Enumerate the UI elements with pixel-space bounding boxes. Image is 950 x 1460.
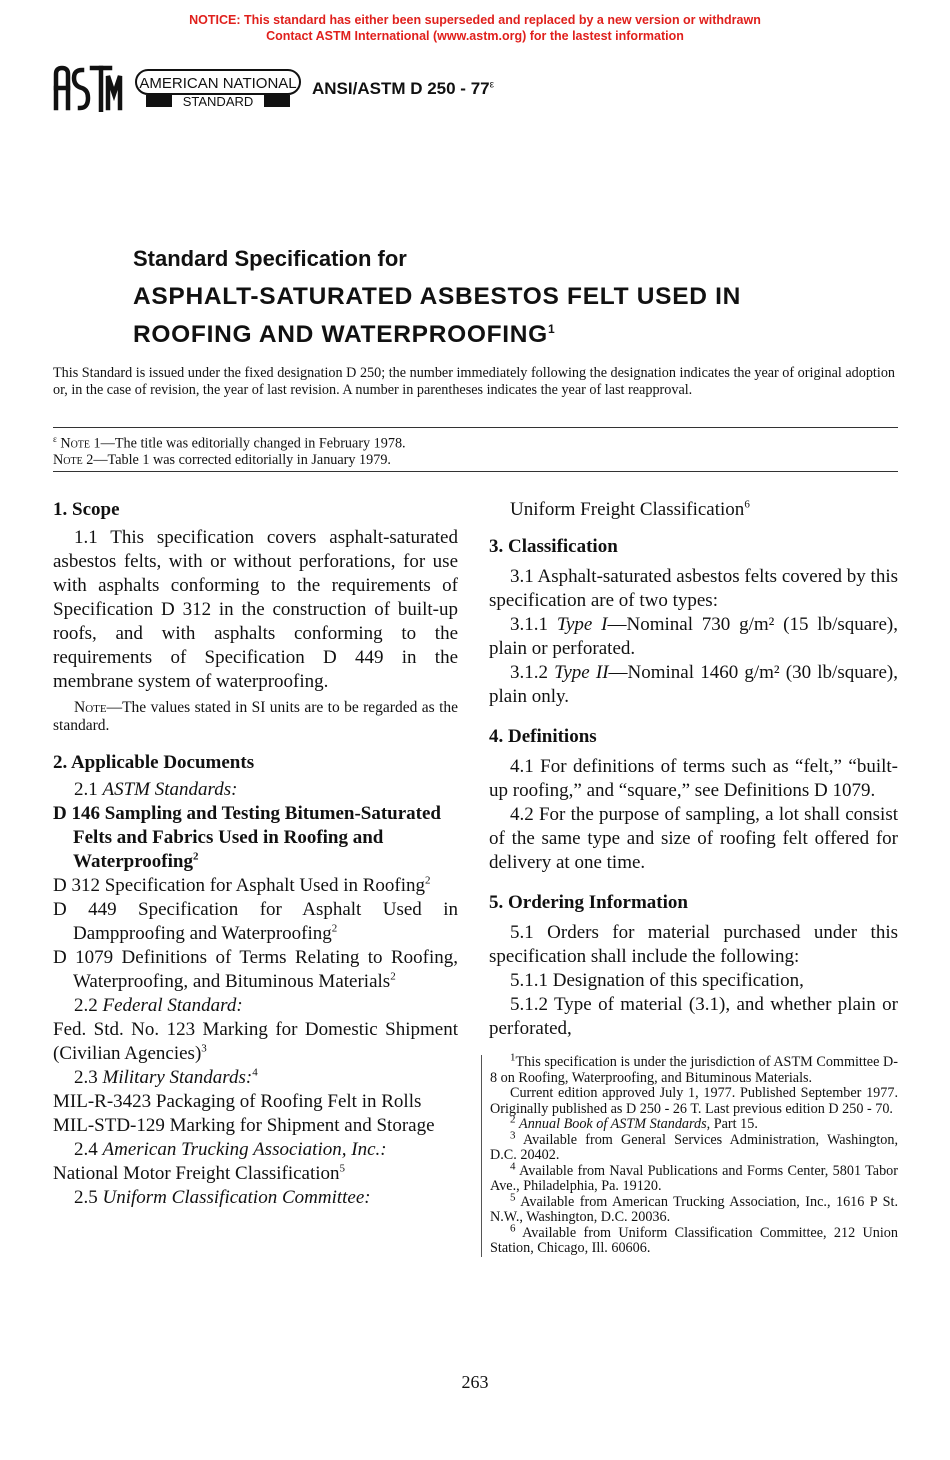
footnote-2-mark: 2 xyxy=(510,1113,516,1126)
ref-ufc-text: Uniform Freight Classification xyxy=(510,499,745,520)
title-line-2-text: ROOFING AND WATERPROOFING xyxy=(133,321,548,349)
designation-mark: ε xyxy=(489,79,495,91)
badge-top-text: AMERICAN NATIONAL xyxy=(139,75,297,92)
class-3-1-1-num: 3.1.1 xyxy=(510,614,548,635)
note-2-label: Note 2 xyxy=(53,452,94,469)
right-column xyxy=(489,495,898,1257)
footnote-5-text: Available from American Trucking Association, Inc., 1616 P St. N.W., Washington, D.C. 20036. xyxy=(490,1193,899,1225)
editorial-notes xyxy=(53,431,406,469)
ref-d312 xyxy=(53,874,458,898)
footnote-6-mark: 6 xyxy=(510,1221,516,1234)
footnote-4-mark: 4 xyxy=(510,1159,516,1172)
ref-nmfc xyxy=(53,1162,458,1186)
footnote-4 xyxy=(490,1159,899,1195)
footnote-5 xyxy=(490,1190,899,1226)
left-column xyxy=(53,495,458,1210)
docs-2-2-label: Federal Standard: xyxy=(102,995,243,1016)
note-2-text: —Table 1 was corrected editorially in January 1979. xyxy=(93,452,391,469)
title-line-1: ASPHALT-SATURATED ASBESTOS FELT USED IN xyxy=(133,283,742,310)
class-3-1: 3.1 Asphalt-saturated asbestos felts covered by this specification are of two types: xyxy=(489,566,898,611)
class-3-1-1-text: —Nominal 730 g/m² (15 lb/square), plain or perforated. xyxy=(489,614,899,659)
footnotes xyxy=(481,1051,899,1257)
docs-2-4 xyxy=(53,1138,458,1162)
withdrawn-notice xyxy=(0,12,950,44)
docs-2-4-label: American Trucking Association, Inc.: xyxy=(102,1139,387,1160)
scope-note-text: —The values stated in SI units are to be regarded as the standard. xyxy=(53,699,458,734)
ref-d1079-text: D 1079 Definitions of Terms Relating to Roofing, Waterproofing, and Bituminous Materials xyxy=(53,947,458,992)
footnote-3 xyxy=(490,1128,898,1164)
ref-nmfc-sup: 5 xyxy=(339,1162,346,1175)
ref-d312-text: D 312 Specification for Asphalt Used in Roofing xyxy=(53,875,426,896)
ref-d449-text: D 449 Specification for Asphalt Used in Dampproofing and Waterproofing xyxy=(53,899,458,944)
document-title xyxy=(133,280,741,351)
editorial-note-2 xyxy=(53,452,406,469)
scope-note xyxy=(53,699,458,735)
docs-2-1-label: ASTM Standards: xyxy=(102,779,238,800)
divider-bottom xyxy=(53,471,898,472)
definitions-heading: 4. Definitions xyxy=(489,726,597,747)
class-3-1-2 xyxy=(489,661,898,709)
ref-fed-std-text: Fed. Std. No. 123 Marking for Domestic Shipment (Civilian Agencies) xyxy=(53,1019,458,1064)
docs-2-2-num: 2.2 xyxy=(74,995,98,1016)
footnote-6 xyxy=(490,1221,898,1257)
docs-2-3-num: 2.3 xyxy=(74,1067,98,1088)
title-line-2 xyxy=(133,313,741,351)
docs-2-1 xyxy=(53,778,458,802)
class-3-1-1 xyxy=(489,613,898,661)
order-5-1-2: 5.1.2 Type of material (3.1), and whether plain or perforated, xyxy=(489,994,898,1039)
note-1-text: —The title was editorially changed in February 1978. xyxy=(100,435,406,452)
footnote-1 xyxy=(490,1051,898,1086)
scope-note-label: Note xyxy=(74,699,107,716)
footnote-3-text: Available from General Services Administration, Washington, D.C. 20402. xyxy=(490,1131,898,1163)
class-3-1-2-type: Type II xyxy=(554,662,609,683)
ref-d1079-sup: 2 xyxy=(390,970,396,983)
american-national-standard-badge xyxy=(134,68,302,110)
ref-d146-text: D 146 Sampling and Testing Bitumen-Saturated Felts and Fabrics Used in Roofing and Waterproofing xyxy=(53,803,441,872)
notice-line-1: NOTICE: This standard has either been superseded and replaced by a new version or withdrawn xyxy=(189,13,761,27)
page-number: 263 xyxy=(461,1372,489,1392)
divider-top xyxy=(53,427,898,428)
ref-ufc-sup: 6 xyxy=(744,498,750,511)
astm-logo-icon xyxy=(52,64,124,112)
issued-note: This Standard is issued under the fixed designation D 250; the number immediately following the designation indicates the year of original adoption or, in the case of revision, the year of last revision. A number in parentheses indicates the year of last reapproval. xyxy=(53,365,896,398)
footnote-6-text: Available from Uniform Classification Committee, 212 Union Station, Chicago, Ill. 60606. xyxy=(490,1224,898,1256)
footnote-1-text: This specification is under the jurisdiction of ASTM Committee D-8 on Roofing, Waterproofing, and Bituminous Materials. xyxy=(490,1054,898,1086)
footnote-3-mark: 3 xyxy=(510,1128,516,1141)
ref-fed-std xyxy=(53,1018,458,1066)
scope-heading: 1. Scope xyxy=(53,499,120,520)
docs-2-1-num: 2.1 xyxy=(74,779,98,800)
ref-nmfc-text: National Motor Freight Classification xyxy=(53,1163,340,1184)
docs-2-5-num: 2.5 xyxy=(74,1187,98,1208)
docs-2-3 xyxy=(53,1066,458,1090)
editorial-mark: ε xyxy=(53,434,57,444)
designation-text: ANSI/ASTM D 250 - 77 xyxy=(312,79,490,98)
ref-d312-sup: 2 xyxy=(425,874,431,887)
docs-heading: 2. Applicable Documents xyxy=(53,752,255,773)
footnote-1-mark: 1 xyxy=(510,1051,516,1064)
ref-d449 xyxy=(53,898,458,946)
ref-mil-129: MIL-STD-129 Marking for Shipment and Storage xyxy=(53,1115,435,1136)
order-5-1: 5.1 Orders for material purchased under this specification shall include the following: xyxy=(489,922,898,967)
ordering-heading: 5. Ordering Information xyxy=(489,892,688,913)
editorial-note-1 xyxy=(53,431,406,452)
scope-1-1: 1.1 This specification covers asphalt-saturated asbestos felts, with or without perforations, for use with asphalts conforming to the requirements of Specification D 312 in the construction of built-up roofs, and with asphalts conforming to the requirements of Specification D 449 in the membrane system of waterproofing. xyxy=(53,527,458,692)
ref-mil-3423: MIL-R-3423 Packaging of Roofing Felt in Rolls xyxy=(53,1091,422,1112)
ref-d1079 xyxy=(53,946,458,994)
footnote-2-rest: , Part 15. xyxy=(706,1116,758,1132)
ref-ufc xyxy=(489,498,898,522)
docs-2-4-num: 2.4 xyxy=(74,1139,98,1160)
notice-line-2: Contact ASTM International (www.astm.org) for the lastest information xyxy=(266,29,684,43)
title-prefix: Standard Specification for xyxy=(133,246,407,271)
footnote-2 xyxy=(490,1113,898,1133)
badge-bottom-text: STANDARD xyxy=(182,94,254,109)
ref-d146-sup: 2 xyxy=(192,850,199,863)
footnote-1-edition: Current edition approved July 1, 1977. Published September 1977. Originally published as D 250 - 26 T. Last previous edition D 250 - 70. xyxy=(490,1085,898,1117)
ref-d449-sup: 2 xyxy=(331,922,338,935)
class-3-1-1-type: Type I xyxy=(556,614,608,635)
class-3-1-2-num: 3.1.2 xyxy=(510,662,548,683)
docs-2-3-label: Military Standards: xyxy=(102,1067,253,1088)
docs-2-5 xyxy=(53,1186,458,1210)
ref-fed-std-sup: 3 xyxy=(201,1042,207,1055)
def-4-1: 4.1 For definitions of terms such as “felt,” “built-up roofing,” and “square,” see Definitions D 1079. xyxy=(489,756,898,801)
title-footnote-ref: 1 xyxy=(547,322,555,336)
docs-2-3-sup: 4 xyxy=(252,1066,258,1079)
designation xyxy=(312,79,494,99)
footnote-5-mark: 5 xyxy=(510,1190,516,1203)
order-5-1-1: 5.1.1 Designation of this specification, xyxy=(510,970,804,991)
docs-2-2 xyxy=(53,994,458,1018)
footnote-2-title: Annual Book of ASTM Standards xyxy=(519,1116,707,1132)
classification-heading: 3. Classification xyxy=(489,536,618,557)
note-1-label: Note 1 xyxy=(60,435,101,452)
footnote-4-text: Available from Naval Publications and Forms Center, 5801 Tabor Ave., Philadelphia, Pa. 19120. xyxy=(490,1162,899,1194)
ref-d146 xyxy=(53,802,458,874)
docs-2-5-label: Uniform Classification Committee: xyxy=(102,1187,371,1208)
def-4-2: 4.2 For the purpose of sampling, a lot shall consist of the same type and size of roofing felt offered for delivery at one time. xyxy=(489,804,898,873)
class-3-1-2-text: —Nominal 1460 g/m² (30 lb/square), plain only. xyxy=(489,662,899,707)
